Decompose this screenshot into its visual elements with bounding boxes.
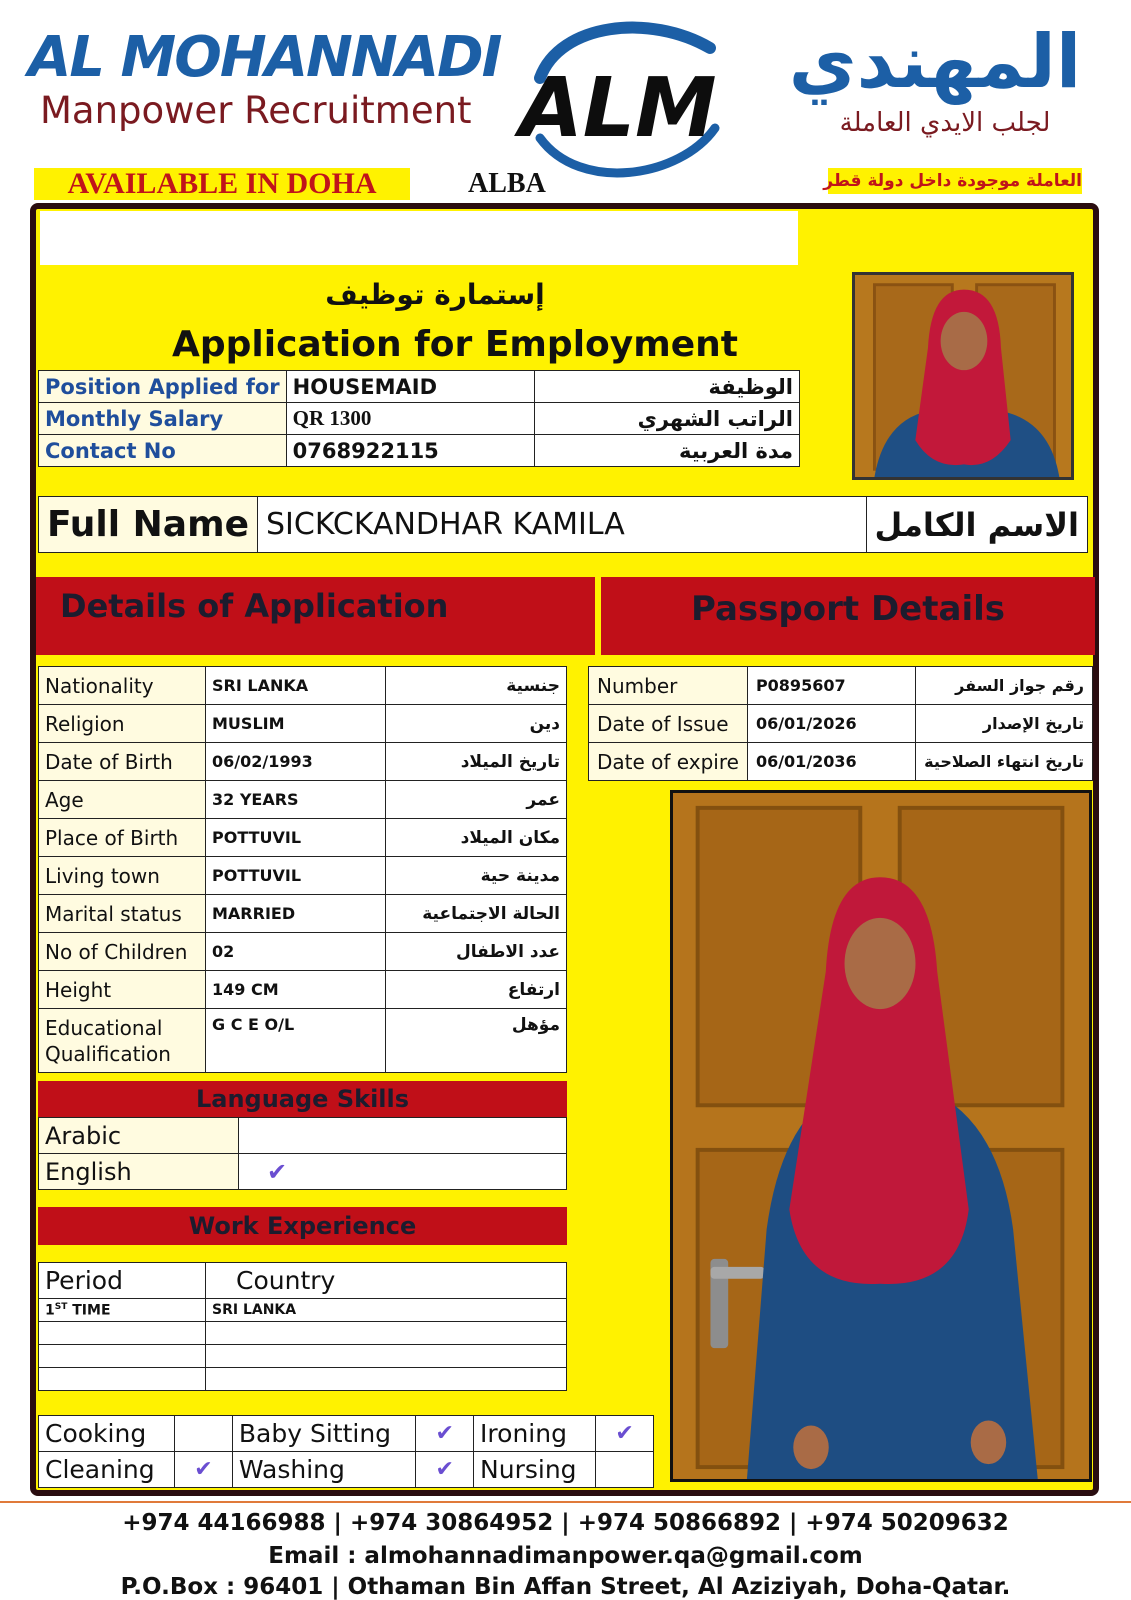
table-row <box>39 1322 567 1345</box>
table-row <box>39 667 567 705</box>
table-row <box>39 705 567 743</box>
skill-label: Washing <box>232 1452 415 1488</box>
full-name-table <box>38 496 1088 553</box>
language-english-check-icon: ✔ <box>239 1154 567 1190</box>
details-value: 02 <box>206 933 386 971</box>
table-row <box>39 743 567 781</box>
passport-label: Date of Issue <box>589 705 748 743</box>
applicant-portrait-photo <box>852 272 1074 480</box>
table-row <box>39 895 567 933</box>
salary-label-ar: الراتب الشهري <box>534 403 799 435</box>
brand-subtitle-ar: لجلب الايدي العاملة <box>839 108 1051 138</box>
work-experience-header: Work Experience <box>38 1207 567 1245</box>
skill-check-icon: ✔ <box>416 1452 474 1488</box>
language-arabic-label: Arabic <box>39 1118 239 1154</box>
agent-name: ALBA <box>468 168 546 199</box>
details-value: POTTUVIL <box>206 857 386 895</box>
full-name-value: SICKCKANDHAR KAMILA <box>258 497 867 553</box>
skill-label: Ironing <box>474 1416 596 1452</box>
position-value: HOUSEMAID <box>286 371 534 403</box>
details-label-ar: جنسية <box>386 667 567 705</box>
table-row <box>39 1345 567 1368</box>
salary-value: QR 1300 <box>286 403 534 435</box>
skill-check-icon: ✔ <box>175 1452 233 1488</box>
passport-header: Passport Details <box>601 577 1095 655</box>
alm-logo <box>500 18 740 178</box>
details-label: Religion <box>39 705 206 743</box>
language-skills-header: Language Skills <box>38 1081 567 1117</box>
blank-strip <box>40 211 798 265</box>
details-label: Date of Birth <box>39 743 206 781</box>
skills-table <box>38 1415 654 1488</box>
footer-email: Email : almohannadimanpower.qa@gmail.com <box>268 1543 863 1569</box>
details-label: Place of Birth <box>39 819 206 857</box>
table-row <box>39 1118 567 1154</box>
details-header: Details of Application <box>36 577 595 655</box>
skill-label: Nursing <box>474 1452 596 1488</box>
work-period <box>39 1299 206 1322</box>
table-row <box>39 1263 567 1299</box>
table-row <box>39 933 567 971</box>
details-value: POTTUVIL <box>206 819 386 857</box>
brand-name-ar: المهندي <box>788 19 1082 105</box>
available-banner-ar: العاملة موجودة داخل دولة قطر <box>828 168 1082 194</box>
skill-check-icon <box>175 1416 233 1452</box>
work-experience-table <box>38 1262 567 1391</box>
details-label: Age <box>39 781 206 819</box>
table-row <box>39 1299 567 1322</box>
table-row <box>39 819 567 857</box>
full-name-label-ar: الاسم الكامل <box>866 497 1087 553</box>
passport-label-ar: تاريخ الإصدار <box>916 705 1093 743</box>
table-row <box>39 371 800 403</box>
form-title-ar: إستمارة توظيف <box>325 278 545 311</box>
work-period-sup: ST <box>54 1301 68 1312</box>
language-table <box>38 1117 567 1190</box>
skill-check-icon <box>596 1452 654 1488</box>
contact-value: 0768922115 <box>286 435 534 467</box>
details-label-ar: ارتفاع <box>386 971 567 1009</box>
logo-text: ALM <box>519 61 717 156</box>
details-label-ar: الحالة الاجتماعية <box>386 895 567 933</box>
details-label-ar: دين <box>386 705 567 743</box>
country-column-header: Country <box>206 1263 567 1299</box>
details-label: Height <box>39 971 206 1009</box>
details-label-ar: عدد الاطفال <box>386 933 567 971</box>
details-value: MUSLIM <box>206 705 386 743</box>
table-row <box>39 1416 654 1452</box>
details-value: 06/02/1993 <box>206 743 386 781</box>
applicant-full-photo <box>670 790 1092 1482</box>
table-row <box>39 971 567 1009</box>
passport-label-ar: تاريخ انتهاء الصلاحية <box>916 743 1093 781</box>
details-label-ar: مكان الميلاد <box>386 819 567 857</box>
passport-value: 06/01/2036 <box>747 743 915 781</box>
salary-label: Monthly Salary <box>39 403 287 435</box>
details-value: SRI LANKA <box>206 667 386 705</box>
details-label: Marital status <box>39 895 206 933</box>
table-row <box>589 667 1093 705</box>
table-row <box>39 781 567 819</box>
passport-label: Date of expire <box>589 743 748 781</box>
details-label: No of Children <box>39 933 206 971</box>
table-row <box>39 435 800 467</box>
details-value: 149 CM <box>206 971 386 1009</box>
passport-value: P0895607 <box>747 667 915 705</box>
education-label: Educational Qualification <box>39 1009 206 1073</box>
work-period-num: 1 <box>45 1302 55 1319</box>
skill-label: Cooking <box>39 1416 175 1452</box>
position-label-ar: الوظيفة <box>534 371 799 403</box>
details-label-ar: مدينة حية <box>386 857 567 895</box>
language-english-label: English <box>39 1154 239 1190</box>
details-label: Nationality <box>39 667 206 705</box>
skill-label: Baby Sitting <box>232 1416 415 1452</box>
passport-label-ar: رقم جواز السفر <box>916 667 1093 705</box>
footer-phones: +974 44166988 | +974 30864952 | +974 50866892 | +974 50209632 <box>122 1510 1009 1536</box>
contact-label-ar: مدة العربية <box>534 435 799 467</box>
skill-label: Cleaning <box>39 1452 175 1488</box>
table-row <box>39 1009 567 1073</box>
full-name-label: Full Name <box>39 497 258 553</box>
education-value: G C E O/L <box>206 1009 386 1073</box>
position-table <box>38 370 800 467</box>
form-title-en: Application for Employment <box>171 324 738 365</box>
brand-name-en: AL MOHANNADI <box>28 25 501 90</box>
footer-address: P.O.Box : 96401 | Othaman Bin Affan Street, Al Aziziyah, Doha-Qatar. <box>120 1574 1011 1600</box>
skill-check-icon: ✔ <box>416 1416 474 1452</box>
passport-value: 06/01/2026 <box>747 705 915 743</box>
position-label: Position Applied for <box>39 371 287 403</box>
passport-table <box>588 666 1093 781</box>
table-row <box>589 743 1093 781</box>
skill-check-icon: ✔ <box>596 1416 654 1452</box>
work-country: SRI LANKA <box>206 1299 567 1322</box>
language-arabic-check <box>239 1118 567 1154</box>
contact-label: Contact No <box>39 435 287 467</box>
table-row <box>39 497 1088 553</box>
footer-divider <box>0 1501 1131 1503</box>
work-period-rest: TIME <box>67 1302 111 1319</box>
details-table <box>38 666 567 1073</box>
details-label: Living town <box>39 857 206 895</box>
period-column-header: Period <box>39 1263 206 1299</box>
table-row <box>39 857 567 895</box>
table-row <box>589 705 1093 743</box>
details-value: 32 YEARS <box>206 781 386 819</box>
table-row <box>39 1452 654 1488</box>
available-banner: AVAILABLE IN DOHA <box>34 168 410 200</box>
details-value: MARRIED <box>206 895 386 933</box>
table-row <box>39 1154 567 1190</box>
education-label-ar: مؤهل <box>386 1009 567 1073</box>
passport-label: Number <box>589 667 748 705</box>
details-label-ar: تاريخ الميلاد <box>386 743 567 781</box>
details-label-ar: عمر <box>386 781 567 819</box>
table-row <box>39 403 800 435</box>
table-row <box>39 1368 567 1391</box>
brand-subtitle-en: Manpower Recruitment <box>40 89 472 132</box>
